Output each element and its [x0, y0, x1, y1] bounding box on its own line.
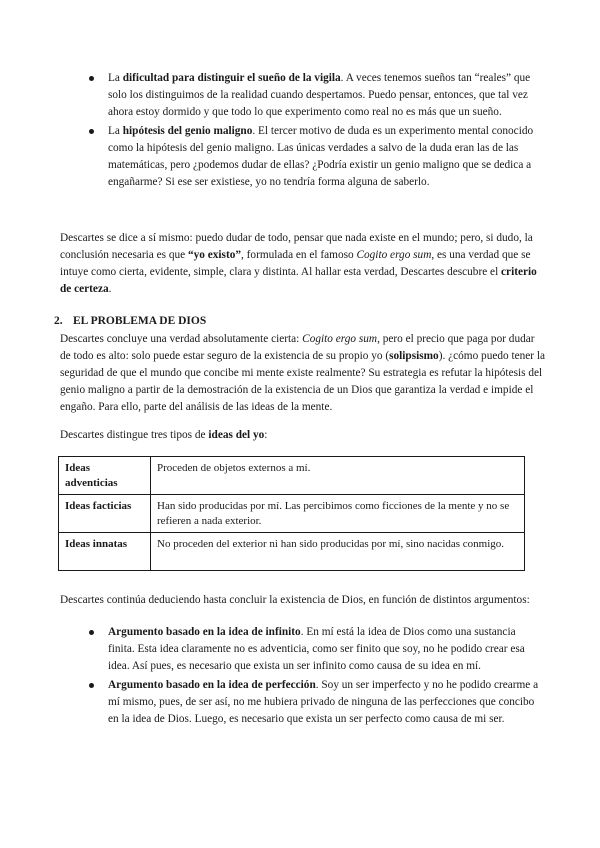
- table-row: [59, 457, 525, 495]
- paragraph-solipsismo: Descartes concluye una verdad absolutamente cierta: Cogito ergo sum, pero el precio que paga por dudar de todo es alto: solo puede estar seguro de la existencia de su propio yo (solipsismo). ¿cómo puedo tener la seguridad de que el mundo que concibe mi mente existe realmente? Su estrategia es refutar la hipótesis del genio maligno a partir de la demostración de la existencia de un Dios que garantiza la verdad e impide el engaño. Para ello, parte del análisis de las ideas de la mente.: [60, 333, 546, 413]
- idea-type-cell: Ideas innatas: [59, 533, 151, 571]
- ideas-table: [58, 456, 525, 571]
- idea-type-cell: Ideas adventicias: [59, 457, 151, 495]
- idea-type-cell: Ideas facticias: [59, 495, 151, 533]
- arguments-list: [0, 624, 600, 728]
- bullet-keyword: hipótesis del genio maligno: [122, 125, 253, 137]
- idea-desc-cell: Han sido producidas por mí. Las percibimos como ficciones de la mente y no se refieren a nada exterior.: [151, 495, 525, 533]
- section-heading: 2. EL PROBLEMA DE DIOS: [54, 315, 207, 327]
- list-item: Argumento basado en la idea de infinito. En mí está la idea de Dios como una sustancia finita. Esta idea claramente no es adventicia, como ser finito que soy, no he podido crear esa idea. Así pues, es necesario que exista un ser infinito como causa de su idea en mí.: [0, 624, 600, 675]
- idea-desc-cell: Proceden de objetos externos a mí.: [151, 457, 525, 495]
- list-item: Argumento basado en la idea de perfección. Soy un ser imperfecto y no he podido crearme a mí mismo, pues, de ser así, no me hubiera privado de ninguna de las perfecciones que concibo en la idea de Dios. Luego, es necesario que exista un ser perfecto como causa de mi ser.: [0, 677, 600, 728]
- table-row: [59, 495, 525, 533]
- idea-desc-cell: No proceden del exterior ni han sido producidas por mí, sino nacidas conmigo.: [151, 533, 525, 571]
- paragraph-cogito: Descartes se dice a sí mismo: puedo dudar de todo, pensar que nada existe en el mundo; pero, si dudo, la conclusión necesaria es que “yo existo”, formulada en el famoso Cogito ergo sum, es una verdad que se intuye como cierta, evidente, simple, clara y distinta. Al hallar esta verdad, Descartes descubre el criterio de certeza.: [60, 232, 537, 295]
- paragraph-arguments-intro: Descartes continúa deduciendo hasta concluir la existencia de Dios, en función de distintos argumentos:: [60, 594, 530, 606]
- bullet-keyword: dificultad para distinguir el sueño de la vigila: [122, 72, 341, 84]
- paragraph-ideas-intro: Descartes distingue tres tipos de ideas del yo:: [60, 429, 268, 441]
- argument-title: Argumento basado en la idea de infinito: [108, 626, 301, 638]
- list-item: La hipótesis del genio maligno. El tercer motivo de duda es un experimento mental conocido como la hipótesis del genio maligno. Las únicas verdades a salvo de la duda eran las de las matemáticas, pero ¿podemos dudar de ellas? ¿Podría existir un genio maligno que se dedica a engañarme? Si ese ser existiese, yo no tendría forma alguna de saberlo.: [0, 123, 600, 191]
- table-row: [59, 533, 525, 571]
- argument-title: Argumento basado en la idea de perfección: [108, 679, 316, 691]
- list-item: La dificultad para distinguir el sueño de la vigila. A veces tenemos sueños tan “reales” que solo los distinguimos de la realidad cuando despertamos. Puedo pensar, entonces, que tal vez ahora estoy dormido y que todo lo que experimento como real no es más que un sueño.: [0, 70, 600, 121]
- intro-bullet-list: [0, 70, 600, 191]
